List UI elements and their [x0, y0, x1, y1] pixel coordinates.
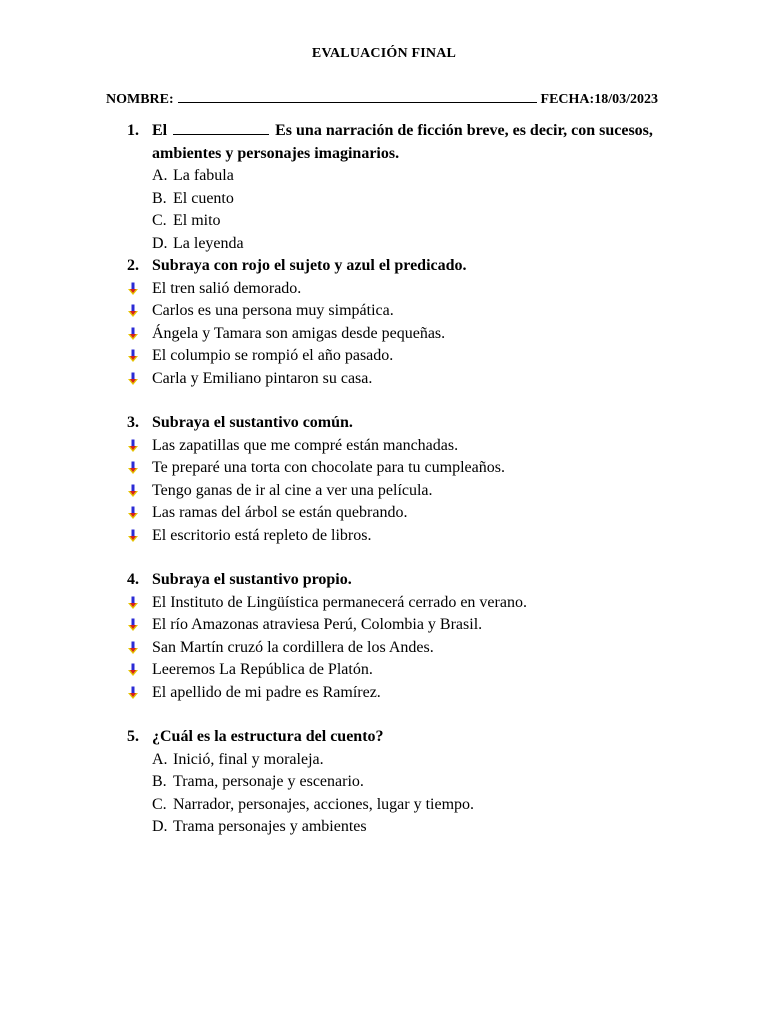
question-text-start: El: [152, 122, 168, 139]
down-arrow-bullet-icon: [127, 525, 152, 547]
list-item: El escritorio está repleto de libros.: [127, 525, 667, 548]
question-text: Subraya el sustantivo propio.: [152, 571, 352, 588]
list-item: Te preparé una torta con chocolate para tu cumpleaños.: [127, 457, 667, 480]
question-number: 5.: [127, 728, 139, 745]
down-arrow-bullet-icon: [127, 323, 152, 345]
question-3: [127, 412, 667, 547]
option-b[interactable]: B. Trama, personaje y escenario.: [152, 773, 364, 790]
list-item: San Martín cruzó la cordillera de los Andes.: [127, 637, 667, 660]
down-arrow-bullet-icon: [127, 592, 152, 614]
question-text: ¿Cuál es la estructura del cuento?: [152, 728, 384, 745]
question-5: [127, 726, 667, 839]
down-arrow-bullet-icon: [127, 345, 152, 367]
question-text-rest: Es una narración de ficción breve, es decir, con sucesos, ambientes y personajes imaginarios.: [152, 122, 653, 162]
list-item: El río Amazonas atraviesa Perú, Colombia y Brasil.: [127, 614, 667, 637]
option-c[interactable]: C. Narrador, personajes, acciones, lugar y tiempo.: [152, 795, 475, 813]
list-item: Leeremos La República de Platón.: [127, 659, 667, 682]
down-arrow-bullet-icon: [127, 457, 152, 479]
list-item: Carla y Emiliano pintaron su casa.: [127, 368, 667, 391]
header-row: [106, 91, 658, 108]
down-arrow-bullet-icon: [127, 435, 152, 457]
option-d[interactable]: D. La leyenda: [152, 234, 244, 252]
question-4: [127, 569, 667, 704]
name-blank-line[interactable]: [178, 91, 537, 103]
option-b[interactable]: B. El cuento: [152, 189, 234, 207]
question-number: 3.: [127, 414, 139, 431]
option-c[interactable]: C. El mito: [152, 212, 221, 229]
down-arrow-bullet-icon: [127, 300, 152, 322]
question-2: [127, 255, 667, 390]
down-arrow-bullet-icon: [127, 278, 152, 300]
list-item: El tren salió demorado.: [127, 278, 667, 301]
name-label: NOMBRE:: [106, 92, 174, 107]
down-arrow-bullet-icon: [127, 637, 152, 659]
down-arrow-bullet-icon: [127, 682, 152, 704]
down-arrow-bullet-icon: [127, 368, 152, 390]
question-text: Subraya el sustantivo común.: [152, 414, 353, 431]
down-arrow-bullet-icon: [127, 659, 152, 681]
page-title: EVALUACIÓN FINAL: [311, 46, 457, 61]
list-item: Las zapatillas que me compré están manchadas.: [127, 435, 667, 458]
date-label: FECHA:18/03/2023: [540, 92, 658, 107]
question-number: 4.: [127, 571, 139, 588]
down-arrow-bullet-icon: [127, 614, 152, 636]
question-number: 1.: [127, 122, 139, 139]
fill-in-blank[interactable]: [173, 120, 269, 135]
option-a[interactable]: A. La fabula: [152, 167, 234, 184]
list-item: Las ramas del árbol se están quebrando.: [127, 502, 667, 525]
list-item: Carlos es una persona muy simpática.: [127, 300, 667, 323]
list-item: Tengo ganas de ir al cine a ver una película.: [127, 480, 667, 503]
list-item: Ángela y Tamara son amigas desde pequeñas.: [127, 323, 667, 346]
question-1: [127, 120, 667, 255]
question-text: Subraya con rojo el sujeto y azul el predicado.: [152, 257, 467, 274]
question-number: 2.: [127, 257, 139, 274]
down-arrow-bullet-icon: [127, 502, 152, 524]
list-item: El apellido de mi padre es Ramírez.: [127, 682, 667, 705]
option-d[interactable]: D. Trama personajes y ambientes: [152, 818, 367, 835]
list-item: El columpio se rompió el año pasado.: [127, 345, 667, 368]
questions: [127, 120, 667, 839]
down-arrow-bullet-icon: [127, 480, 152, 502]
option-a[interactable]: A. Inició, final y moraleja.: [152, 750, 324, 768]
list-item: El Instituto de Lingüística permanecerá cerrado en verano.: [127, 592, 667, 615]
